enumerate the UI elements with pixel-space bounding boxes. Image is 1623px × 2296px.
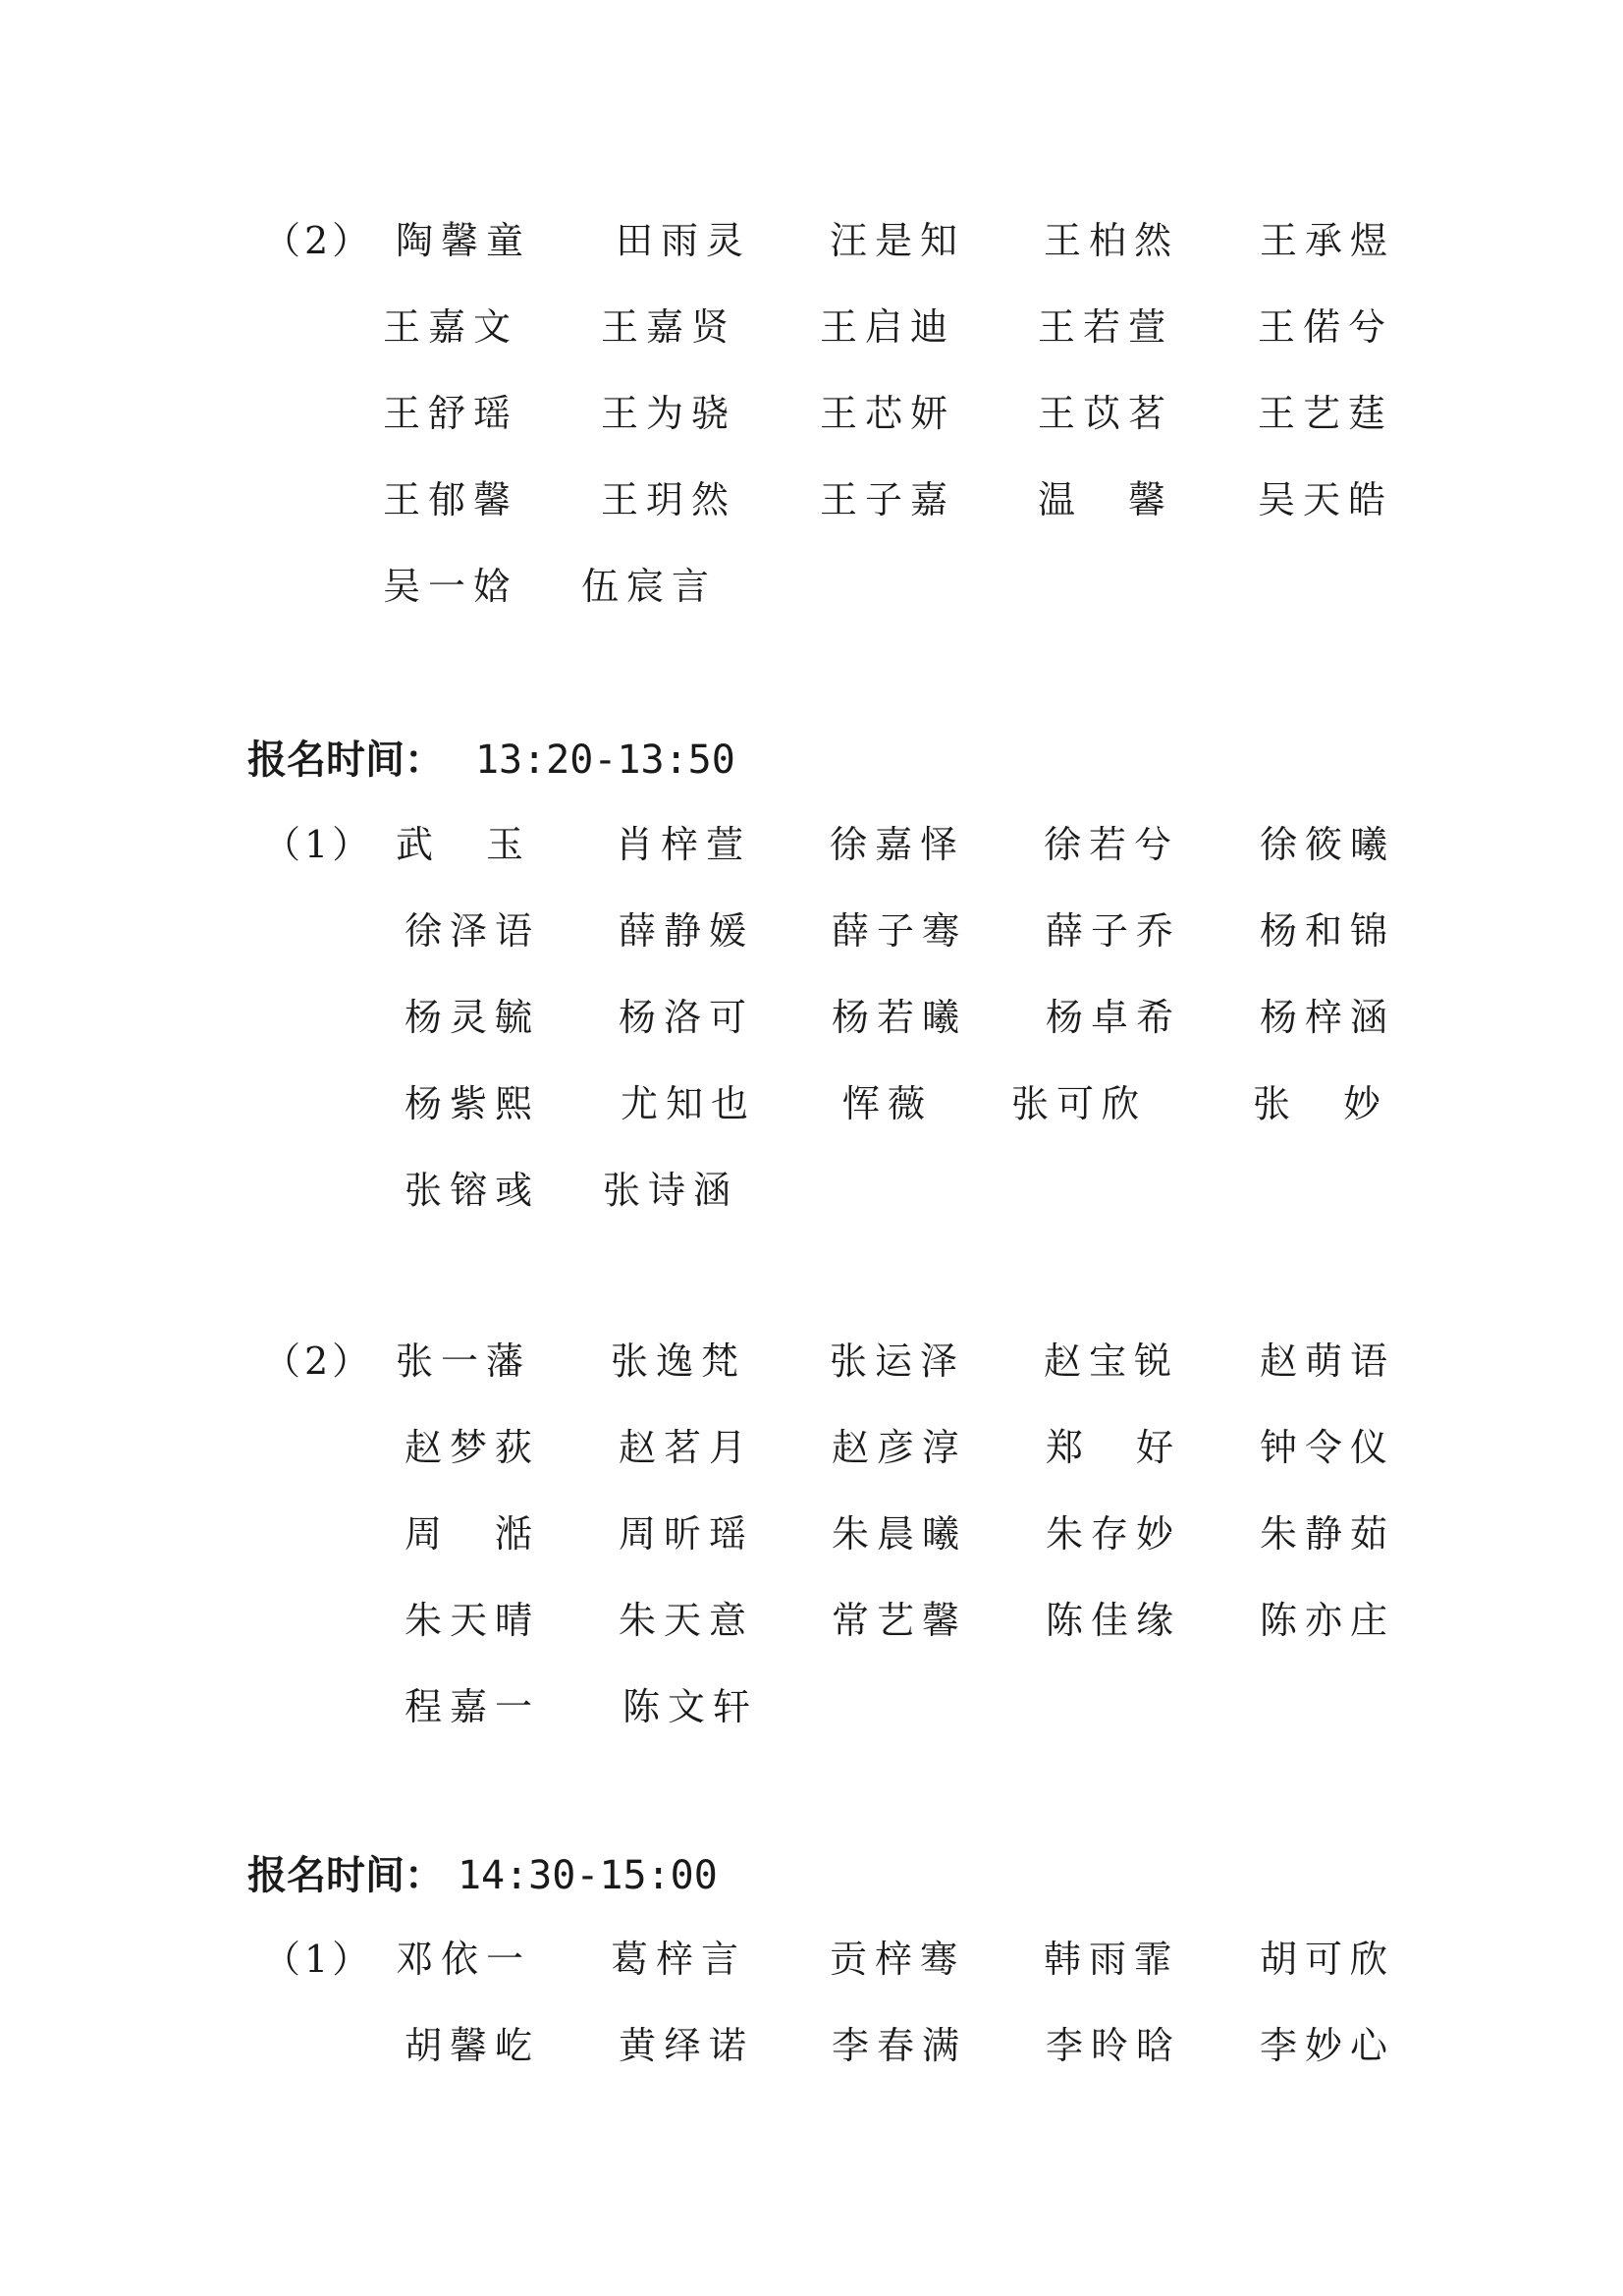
student-name: 张运泽 [830,1339,966,1383]
student-name: 张诗涵 [603,1169,739,1212]
student-name: 赵彦淳 [832,1426,968,1469]
student-name: 赵梦荻 [405,1426,541,1469]
student-name: 韩雨霏 [1044,1938,1180,1981]
student-name: 黄绎诺 [619,2024,755,2067]
student-name: 王启迪 [820,305,956,349]
student-name: 程嘉一 [405,1685,541,1728]
student-name: 张 妙 [1253,1082,1389,1125]
student-name: 张逸梵 [611,1339,747,1383]
heading-label: 报名时间： [247,738,444,783]
student-name: 杨紫熙 [405,1082,541,1125]
student-name: 王芯妍 [820,392,956,435]
student-name: 王嘉文 [383,305,519,349]
student-name: 伍宸言 [581,565,718,608]
student-name: 杨洛可 [619,996,755,1039]
student-name: 王郁馨 [383,478,519,521]
heading-time: 13:20-13:50 [474,738,735,783]
student-name: 朱天晴 [405,1599,541,1642]
student-name: 李春满 [832,2024,968,2067]
student-name: 陈亦庄 [1260,1599,1396,1642]
student-name: 王柏然 [1044,219,1180,262]
student-name: 钟令仪 [1260,1426,1396,1469]
student-name: 王艺莛 [1258,392,1394,435]
group-label: （1） [263,1938,374,1981]
student-name: 恽薇 [842,1082,934,1125]
student-name: 朱晨曦 [832,1512,968,1556]
student-name: 陈佳缘 [1046,1599,1182,1642]
student-name: 李妙心 [1260,2024,1396,2067]
student-name: 王苡茗 [1038,392,1174,435]
student-name: 温 馨 [1038,478,1174,521]
student-name: 吴天皓 [1258,478,1394,521]
registration-time-heading [247,738,735,783]
student-name: 薛子骞 [832,909,968,953]
student-name: 汪是知 [830,219,966,262]
student-name: 薛子乔 [1046,909,1182,953]
group-label: （2） [263,219,374,262]
heading-time: 14:30-15:00 [457,1853,718,1898]
student-name: 王若萱 [1038,305,1174,349]
student-name: 贡梓骞 [830,1938,966,1981]
student-name: 肖梓萱 [616,823,752,866]
student-name: 邓依一 [396,1938,532,1981]
student-name: 陈文轩 [622,1685,759,1728]
student-name: 张可欣 [1011,1082,1148,1125]
student-name: 杨梓涵 [1260,996,1396,1039]
group-label: （2） [263,1339,374,1383]
student-name: 胡可欣 [1260,1938,1396,1981]
student-name: 葛梓言 [611,1938,747,1981]
student-name: 常艺馨 [832,1599,968,1642]
student-name: 李昤晗 [1046,2024,1182,2067]
heading-label: 报名时间： [247,1853,444,1898]
student-name: 武 玉 [396,823,532,866]
student-name: 胡馨屹 [405,2024,541,2067]
student-name: 王嘉贤 [601,305,737,349]
student-name: 王子嘉 [820,478,956,521]
student-name: 徐泽语 [405,909,541,953]
student-name: 杨和锦 [1260,909,1396,953]
student-name: 徐筱曦 [1260,823,1396,866]
student-name: 朱天意 [619,1599,755,1642]
student-name: 尤知也 [621,1082,757,1125]
registration-time-heading [247,1853,718,1898]
student-name: 徐嘉怿 [830,823,966,866]
student-name: 王舒瑶 [383,392,519,435]
student-name: 杨卓希 [1046,996,1182,1039]
student-name: 朱静茹 [1260,1512,1396,1556]
student-name: 张一藩 [396,1339,532,1383]
student-name: 朱存妙 [1046,1512,1182,1556]
student-name: 赵萌语 [1260,1339,1396,1383]
student-name: 王为骁 [601,392,737,435]
student-name: 赵宝锐 [1044,1339,1180,1383]
student-name: 田雨灵 [616,219,752,262]
student-name: 周昕瑶 [619,1512,755,1556]
group-label: （1） [263,823,374,866]
student-name: 杨灵毓 [405,996,541,1039]
student-name: 郑 好 [1046,1426,1182,1469]
student-name: 周 湉 [405,1512,541,1556]
student-name: 吴一娢 [383,565,519,608]
student-name: 徐若兮 [1044,823,1180,866]
student-name: 王承煜 [1260,219,1396,262]
student-name: 杨若曦 [832,996,968,1039]
student-name: 王偌兮 [1258,305,1394,349]
student-name: 陶馨童 [396,219,532,262]
student-name: 赵茗月 [619,1426,755,1469]
student-name: 张镕彧 [405,1169,541,1212]
student-name: 王玥然 [601,478,737,521]
student-name: 薛静媛 [619,909,755,953]
